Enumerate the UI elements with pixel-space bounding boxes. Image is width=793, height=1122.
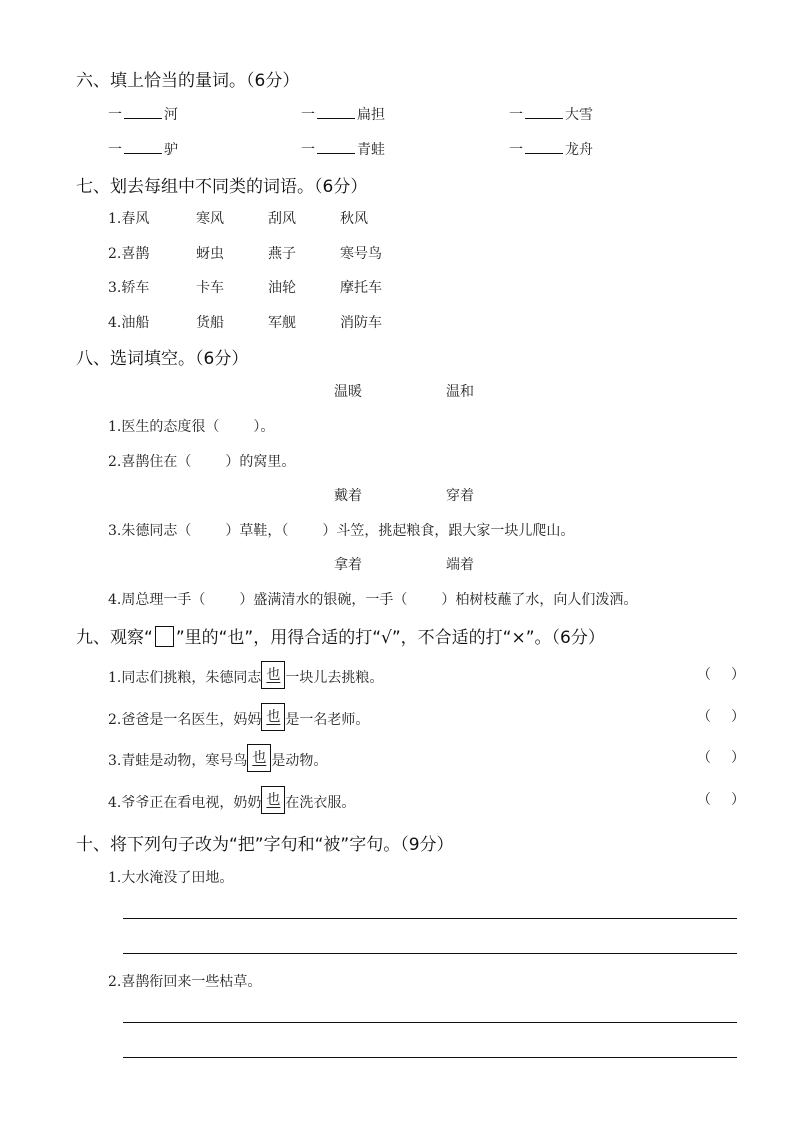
title-part: ”里的“也”，用得合适的打“√”，不合适的打“×”。（6分） [175,628,605,648]
fill-item-3 [108,520,574,540]
measure-word-item [108,104,178,124]
answer-line[interactable] [123,918,737,919]
noun: 河 [164,107,178,123]
sentence-part: ）斗笠，挑起粮食，跟大家一块儿爬山。 [322,523,575,539]
section-7-title: 七、划去每组中不同类的词语。（6分） [76,177,368,197]
fill-item-4 [108,589,637,609]
item-number: 1. [108,870,122,886]
noun: 扁担 [357,107,385,123]
judge-answer-4[interactable]: （ ） [697,792,745,808]
word-choice: 拿着 [334,557,362,573]
sentence-part: 青蛙是动物，寒号鸟 [121,753,248,769]
sentence-part: 是动物。 [271,753,328,769]
rewrite-item-2 [108,971,261,991]
prefix-yi: 一 [108,142,122,158]
word[interactable]: 摩托车 [340,280,382,296]
judge-item-4 [108,789,355,817]
item-number: 3. [108,523,122,539]
sentence-part: 喜鹊住在（ [121,454,192,470]
measure-word-item [301,139,385,159]
word[interactable]: 轿车 [121,280,150,296]
word-choice: 穿着 [446,488,474,504]
item-number: 3. [108,753,122,769]
measure-word-item [509,139,593,159]
prefix-yi: 一 [509,107,523,123]
item-number: 1. [108,419,122,435]
boxed-ye: 也 [247,744,271,772]
answer-line[interactable] [123,1022,737,1023]
word-choice: 戴着 [334,488,362,504]
fill-blank[interactable] [525,104,563,119]
word-group-2 [108,243,149,263]
judge-item-3 [108,747,327,775]
word-choice: 温和 [446,384,474,400]
section-10-title: 十、将下列句子改为“把”字句和“被”字句。（9分） [76,835,454,855]
sentence-part: 一块儿去挑粮。 [285,670,384,686]
item-number: 2. [108,712,122,728]
rewrite-item-1 [108,867,233,887]
prefix-yi: 一 [301,142,315,158]
sentence-part: ）草鞋，（ [225,523,289,539]
judge-answer-2[interactable]: （ ） [697,709,745,725]
group-number: 2. [108,246,122,262]
fill-item-1 [108,416,274,436]
word[interactable]: 燕子 [268,246,296,262]
noun: 大雪 [565,107,593,123]
word-group-4 [108,312,149,332]
item-number: 4. [108,795,122,811]
sentence-part: ）盛满清水的银碗，一手（ [239,592,408,608]
group-number: 3. [108,280,122,296]
sentence-part: 爷爷正在看电视，奶奶 [121,795,262,811]
sentence-part: 在洗衣服。 [285,795,356,811]
word-group-1 [108,208,149,228]
fill-blank[interactable] [124,104,162,119]
item-number: 2. [108,454,122,470]
sentence: 喜鹊衔回来一些枯草。 [121,974,262,990]
sentence-part: 同志们挑粮，朱德同志 [121,670,262,686]
word[interactable]: 货船 [196,315,224,331]
prefix-yi: 一 [509,142,523,158]
prefix-yi: 一 [301,107,315,123]
noun: 龙舟 [565,142,593,158]
word[interactable]: 喜鹊 [121,246,150,262]
sentence-part: 爸爸是一名医生，妈妈 [121,712,262,728]
fill-blank[interactable] [317,104,355,119]
prefix-yi: 一 [108,107,122,123]
section-6-title: 六、填上恰当的量词。（6分） [76,71,300,91]
fill-blank[interactable] [525,139,563,154]
word[interactable]: 寒风 [196,211,224,227]
boxed-ye: 也 [261,661,285,689]
measure-word-item [301,104,385,124]
judge-item-2 [108,706,369,734]
word[interactable]: 油船 [121,315,150,331]
sentence-part: 周总理一手（ [121,592,206,608]
word[interactable]: 军舰 [268,315,296,331]
item-number: 1. [108,670,122,686]
boxed-ye: 也 [261,703,285,731]
word[interactable]: 刮风 [268,211,296,227]
sentence: 大水淹没了田地。 [121,870,234,886]
item-number: 2. [108,974,122,990]
sentence-part: 医生的态度很（ [121,419,220,435]
fill-item-2 [108,451,295,471]
group-number: 4. [108,315,122,331]
section-9-title [76,623,605,649]
fill-blank[interactable] [124,139,162,154]
section-8-title: 八、选词填空。（6分） [76,349,249,369]
fill-blank[interactable] [317,139,355,154]
sentence-part: ）。 [253,419,275,435]
title-part: 九、观察“ [76,628,153,648]
answer-line[interactable] [123,1057,737,1058]
word-choice: 端着 [446,557,474,573]
word[interactable]: 卡车 [196,280,224,296]
measure-word-item [108,139,178,159]
boxed-ye: 也 [261,786,285,814]
judge-answer-1[interactable]: （ ） [697,667,745,683]
sentence-part: ）柏树枝蘸了水，向人们泼洒。 [441,592,638,608]
box-symbol [155,626,174,647]
word-group-3 [108,277,149,297]
group-number: 1. [108,211,122,227]
measure-word-item [509,104,593,124]
sentence-part: 是一名老师。 [285,712,370,728]
judge-answer-3[interactable]: （ ） [697,750,745,766]
sentence-part: 朱德同志（ [121,523,192,539]
sentence-part: ）的窝里。 [225,454,296,470]
noun: 青蛙 [357,142,385,158]
answer-line[interactable] [123,953,737,954]
judge-item-1 [108,664,383,692]
item-number: 4. [108,592,122,608]
word[interactable]: 寒号鸟 [340,246,382,262]
word[interactable]: 秋风 [340,211,368,227]
word-choice: 温暖 [334,384,362,400]
word[interactable]: 消防车 [340,315,382,331]
noun: 驴 [164,142,178,158]
word[interactable]: 蚜虫 [196,246,224,262]
word[interactable]: 春风 [121,211,150,227]
word[interactable]: 油轮 [268,280,296,296]
